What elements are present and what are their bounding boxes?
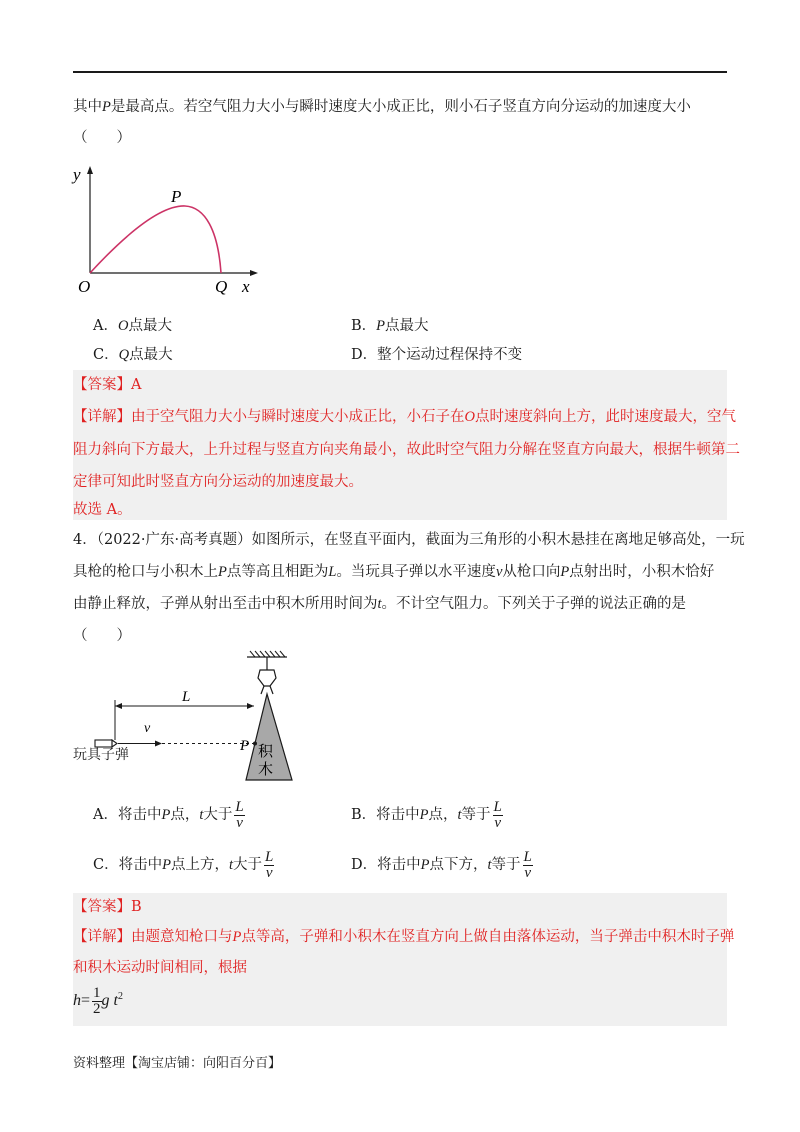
x-axis-arrow-icon — [250, 270, 258, 276]
q4-detail-line2: 和积木运动时间相同，根据 — [73, 960, 247, 976]
block-text-1: 积 — [258, 744, 274, 760]
v-label: v — [144, 721, 151, 736]
footer-note: 资料整理【淘宝店铺：向阳百分百】 — [73, 1056, 282, 1071]
velocity-arrow-icon — [155, 741, 162, 747]
q3-detail-line3: 定律可知此时竖直方向分运动的加速度最大。 — [73, 474, 363, 490]
q3-paren: （ ） — [73, 130, 131, 146]
q3-trajectory-figure — [70, 160, 260, 300]
q4-answer: 【答案】B — [73, 899, 142, 915]
q3-detail-line2: 阻力斜向下方最大，上升过程与竖直方向夹角最小，故此时空气阻力分解在竖直方向最大，根据牛顿第二 — [73, 442, 740, 458]
q3-option-b[interactable]: B．P点最大 — [351, 318, 429, 334]
q4-option-b[interactable]: B．将击中P点，t等于 $\frac{L}{v}$ — [351, 798, 502, 831]
header-rule — [73, 71, 727, 73]
q3-option-a[interactable]: A．O点最大 — [93, 318, 172, 334]
clamp-icon — [258, 670, 276, 686]
end-label: Q — [215, 277, 228, 296]
L-label: L — [182, 689, 191, 705]
q4-line1: 4．（2022·广东·高考真题）如图所示，在竖直平面内，截面为三角形的小积木悬挂在离地足够高处，一玩 — [73, 532, 745, 548]
block-text-2: 木 — [258, 762, 274, 778]
x-label: x — [242, 277, 250, 296]
y-axis-arrow-icon — [87, 166, 93, 174]
ceiling-hatch — [250, 651, 285, 657]
q3-option-d[interactable]: D．整个运动过程保持不变 — [351, 347, 523, 363]
q3-option-c[interactable]: C．Q点最大 — [93, 347, 173, 363]
q4-detail-line1: 【详解】由题意知枪口与P点等高，子弹和小积木在竖直方向上做自由落体运动，当子弹击中积木时子弹 — [73, 929, 735, 945]
point-p — [253, 742, 257, 746]
q4-option-a[interactable]: A．将击中P点，t大于 $\frac{L}{v}$ — [93, 798, 244, 831]
q4-option-d[interactable]: D．将击中P点下方，t等于 $\frac{L}{v}$ — [351, 848, 532, 881]
q3-conclusion: 故选 A。 — [73, 502, 132, 518]
q4-option-c[interactable]: C．将击中P点上方，t大于 $\frac{L}{v}$ — [93, 848, 274, 881]
origin-label: O — [78, 277, 91, 296]
trajectory-curve — [90, 206, 221, 273]
P-label: P — [240, 738, 250, 754]
q3-answer: 【答案】A — [73, 377, 142, 393]
bullet-label: 玩具子弹 — [73, 747, 129, 763]
q4-paren: （ ） — [73, 628, 131, 644]
q4-formula: h= $\frac{1}{2}$ g $t^2$ — [73, 985, 123, 1017]
q4-line3: 由静止释放，子弹从射出至击中积木所用时间为t。不计空气阻力。下列关于子弹的说法正确的是 — [73, 596, 687, 612]
peak-label: P — [171, 187, 182, 206]
q4-line2: 具枪的枪口与小积木上P点等高且相距为L。当玩具子弹以水平速度v从枪口向P点射出时，小积木恰好 — [73, 564, 715, 580]
q4-gun-block-figure — [70, 648, 310, 788]
y-label: y — [73, 165, 81, 184]
q3-intro: 其中P是最高点。若空气阻力大小与瞬时速度大小成正比，则小石子竖直方向分运动的加速度大小 — [73, 99, 691, 115]
q3-detail-line1: 【详解】由于空气阻力大小与瞬时速度大小成正比，小石子在O点时速度斜向上方，此时速度最大，空气 — [73, 409, 736, 425]
